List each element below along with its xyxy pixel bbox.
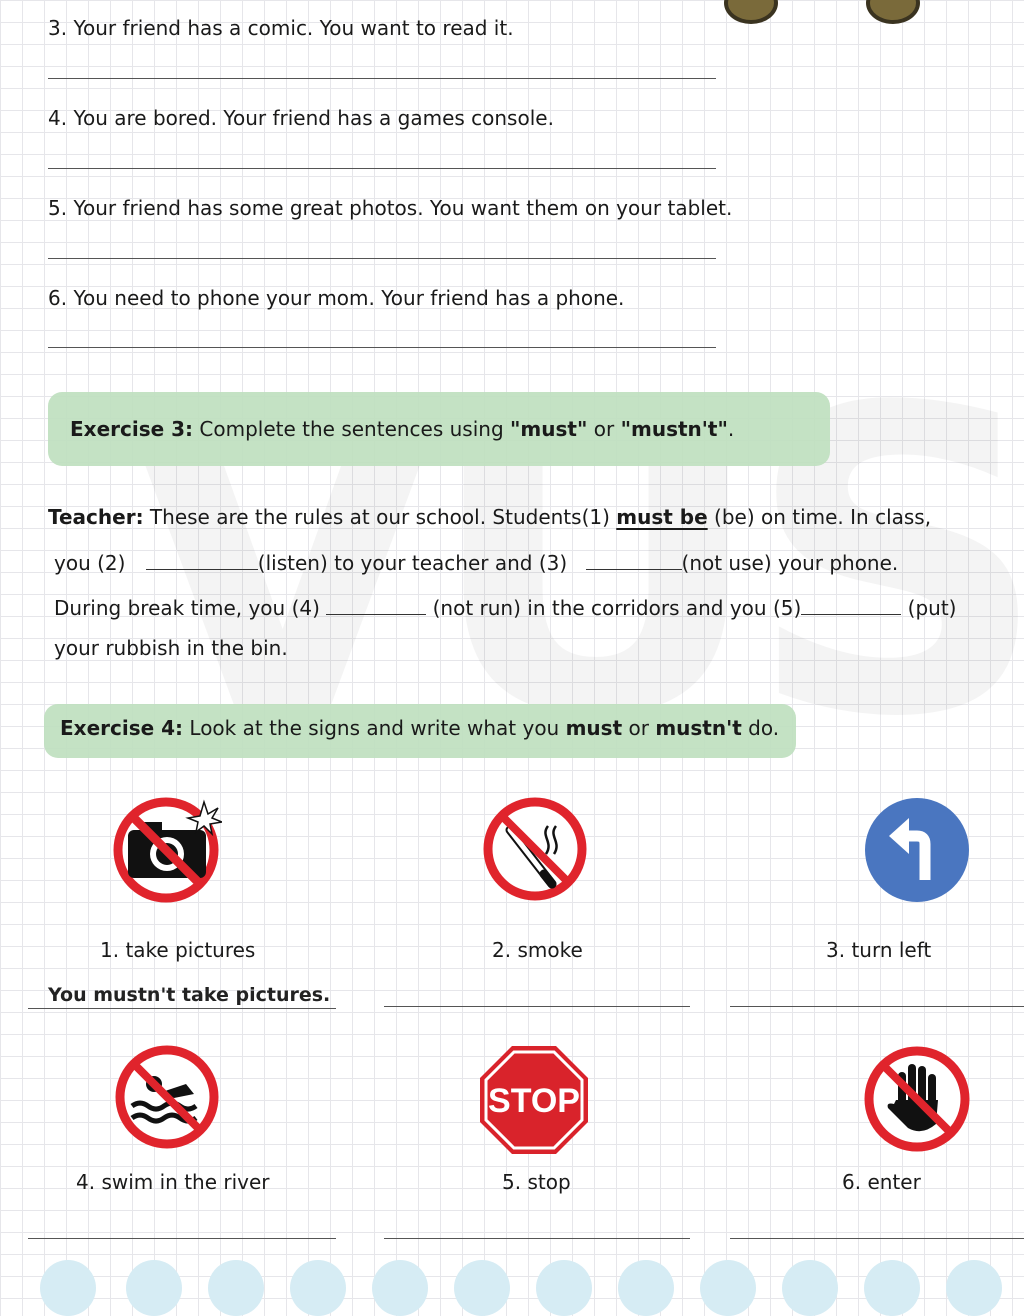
answer-line-sign-3[interactable] bbox=[730, 1006, 1024, 1007]
turn-left-icon bbox=[863, 796, 971, 904]
bottom-decoration-dot bbox=[290, 1260, 346, 1316]
answer-line-5[interactable] bbox=[48, 258, 716, 259]
stop-sign-icon bbox=[478, 1044, 590, 1156]
teacher-line-1 bbox=[48, 505, 931, 529]
answer-line-4[interactable] bbox=[48, 168, 716, 169]
speaker-label: Teacher: bbox=[48, 505, 144, 529]
exercise-3-instruction: Complete the sentences using bbox=[193, 417, 511, 441]
sign-caption-1: 1. take pictures bbox=[100, 938, 256, 962]
bottom-decoration-dot bbox=[208, 1260, 264, 1316]
example-answer-1: must be bbox=[616, 505, 708, 529]
answer-line-sign-4[interactable] bbox=[28, 1238, 336, 1239]
answer-line-6[interactable] bbox=[48, 347, 716, 348]
text-span: (be) on time. In class, bbox=[707, 505, 932, 529]
sign-caption-2: 2. smoke bbox=[492, 938, 583, 962]
word-must: "must" bbox=[510, 417, 588, 441]
bottom-decoration-dot bbox=[372, 1260, 428, 1316]
bottom-decoration-dot bbox=[40, 1260, 96, 1316]
answer-line-sign-5[interactable] bbox=[384, 1238, 690, 1239]
sign-caption-6: 6. enter bbox=[842, 1170, 921, 1194]
answer-line-sign-6[interactable] bbox=[730, 1238, 1024, 1239]
question-6: 6. You need to phone your mom. Your friend has a phone. bbox=[48, 286, 625, 310]
word-or: or bbox=[587, 417, 621, 441]
teacher-line-2 bbox=[54, 551, 898, 575]
text-span: (not use) your phone. bbox=[681, 551, 899, 575]
exercise-4-label: Exercise 4: bbox=[60, 716, 184, 740]
text-span: do. bbox=[741, 716, 780, 740]
example-answer: You mustn't take pictures. bbox=[48, 984, 331, 1006]
bottom-decoration-dot bbox=[864, 1260, 920, 1316]
teacher-line-3 bbox=[54, 596, 956, 620]
bottom-decoration-dot bbox=[454, 1260, 510, 1316]
exercise-4-heading bbox=[60, 716, 779, 740]
blank-5[interactable] bbox=[801, 614, 901, 615]
text-span: (put) bbox=[901, 596, 957, 620]
question-5: 5. Your friend has some great photos. You want them on your tablet. bbox=[48, 196, 733, 220]
question-4: 4. You are bored. Your friend has a games console. bbox=[48, 106, 554, 130]
bottom-decoration-dot bbox=[618, 1260, 674, 1316]
teacher-line-4: your rubbish in the bin. bbox=[54, 636, 288, 660]
answer-line-3[interactable] bbox=[48, 78, 716, 79]
text-span: or bbox=[622, 716, 656, 740]
word-mustnt: "mustn't" bbox=[620, 417, 728, 441]
blank-4[interactable] bbox=[326, 614, 426, 615]
no-smoking-icon bbox=[482, 796, 588, 902]
bottom-decoration-dot bbox=[700, 1260, 756, 1316]
bottom-decoration-dot bbox=[946, 1260, 1002, 1316]
text-span: Look at the signs and write what you bbox=[183, 716, 566, 740]
text-span: (not run) in the corridors and you (5) bbox=[426, 596, 802, 620]
exercise-3-label: Exercise 3: bbox=[70, 417, 194, 441]
bottom-decoration-dot bbox=[536, 1260, 592, 1316]
blank-2[interactable] bbox=[146, 569, 258, 570]
word-mustnt: mustn't bbox=[655, 716, 742, 740]
text-span: (listen) to your teacher and (3) bbox=[257, 551, 574, 575]
blank-3[interactable] bbox=[586, 569, 682, 570]
answer-line-sign-2[interactable] bbox=[384, 1006, 690, 1007]
no-swimming-icon bbox=[114, 1044, 220, 1150]
bottom-decoration-dot bbox=[782, 1260, 838, 1316]
sign-caption-4: 4. swim in the river bbox=[76, 1170, 270, 1194]
stop-sign-text: STOP bbox=[488, 1082, 580, 1120]
sign-caption-3: 3. turn left bbox=[826, 938, 932, 962]
period: . bbox=[727, 417, 735, 441]
bottom-decoration-dot bbox=[126, 1260, 182, 1316]
text-span: you (2) bbox=[54, 551, 132, 575]
text-span: These are the rules at our school. Students bbox=[143, 505, 582, 529]
sign-caption-5: 5. stop bbox=[502, 1170, 571, 1194]
no-camera-icon bbox=[112, 794, 222, 904]
top-decoration bbox=[866, 0, 920, 24]
answer-line-sign-1[interactable] bbox=[28, 1008, 336, 1009]
text-span: During break time, you (4) bbox=[54, 596, 327, 620]
word-must: must bbox=[565, 716, 623, 740]
top-decoration bbox=[724, 0, 778, 24]
text-span: (1) bbox=[581, 505, 617, 529]
exercise-3-heading bbox=[70, 417, 734, 441]
question-3: 3. Your friend has a comic. You want to read it. bbox=[48, 16, 514, 40]
no-entry-hand-icon bbox=[862, 1044, 972, 1154]
